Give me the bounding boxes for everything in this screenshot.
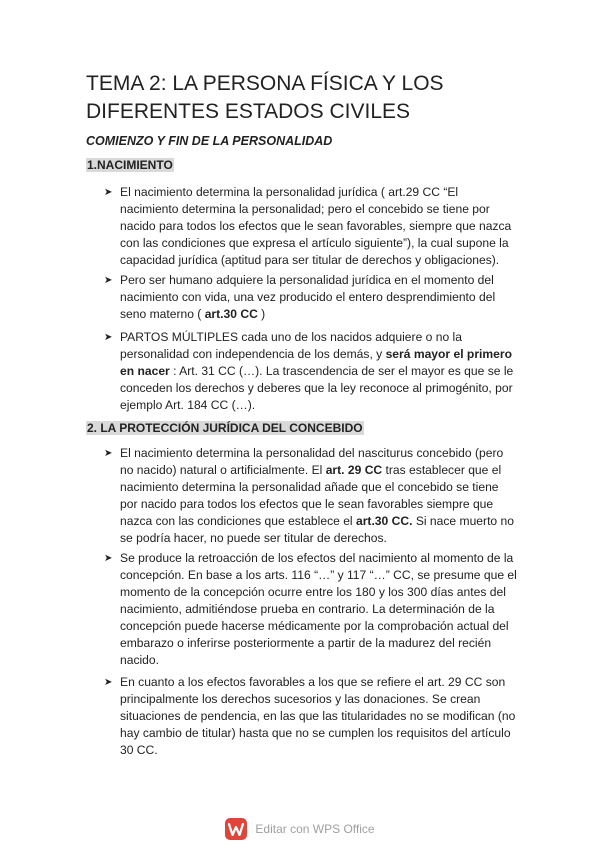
- list-item-text: El nacimiento determina la personalidad del nasciturus concebido (pero no nacido) natural o artificialmente. El art. 29 CC tras establecer que el nacimiento determina la personalidad añade que el concebido se tiene por nacido para todos los efectos que le sean favorables siempre que nazca con las condiciones que establece el art.30 CC. Si nace muerto no se podría hacer, no puede ser titular de derechos.: [120, 446, 514, 545]
- list-item-text: En cuanto a los efectos favorables a los que se refiere el art. 29 CC son principalmente los derechos sucesorios y las donaciones. Se crean situaciones de pendencia, en las que las titularidades no se modifican (no hay cambio de titular) hasta que no se cumplen los requisitos del artículo 30 CC.: [120, 675, 516, 757]
- list-item: [104, 184, 518, 269]
- list-item-text: Se produce la retroacción de los efectos del nacimiento al momento de la concepción. En base a los arts. 116 “…” y 117 “…” CC, se presume que el momento de la concepción ocurre entre los 180 y los 300 días antes del nacimiento, admitiéndose prueba en contrario. La determinación de la concepción puede hacerse médicamente por la comprobación actual del embarazo o inferirse posteriormente a partir de la madurez del recién nacido.: [120, 551, 517, 667]
- arrow-bullet-icon: ➤: [104, 332, 113, 343]
- list-item-text: PARTOS MÚLTIPLES cada uno de los nacidos adquiere o no la personalidad con independencia de los demás, y será mayor el primero en nacer : Art. 31 CC (…). La trascendencia de ser el mayor es que se le conceden los derechos y deberes que la ley reconoce al primogénito, por ejemplo Art. 184 CC (…).: [120, 330, 514, 412]
- wps-edit-footer[interactable]: [0, 818, 600, 840]
- list-item: [104, 445, 518, 547]
- heading-text: 2. LA PROTECCIÓN JURÍDICA DEL CONCEBIDO: [87, 421, 363, 435]
- arrow-bullet-icon: ➤: [104, 448, 113, 459]
- list-item: [104, 272, 518, 323]
- wps-logo-icon[interactable]: [225, 818, 247, 840]
- wps-edit-link[interactable]: Editar con WPS Office: [255, 822, 375, 836]
- list-item: [104, 329, 518, 414]
- arrow-bullet-icon: ➤: [104, 553, 113, 564]
- section-subtitle: COMIENZO Y FIN DE LA PERSONALIDAD: [86, 134, 333, 148]
- section-heading-proteccion: [86, 421, 364, 435]
- arrow-bullet-icon: ➤: [104, 275, 113, 286]
- list-item: [104, 550, 518, 669]
- list-item-text: Pero ser humano adquiere la personalidad jurídica en el momento del nacimiento con vida, una vez producido el entero desprendimiento del seno materno ( art.30 CC ): [120, 273, 496, 321]
- arrow-bullet-icon: ➤: [104, 187, 113, 198]
- heading-text: 1.NACIMIENTO: [87, 158, 173, 172]
- list-item: [104, 674, 518, 759]
- arrow-bullet-icon: ➤: [104, 677, 113, 688]
- section-heading-nacimiento: [86, 158, 174, 172]
- list-item-text: El nacimiento determina la personalidad jurídica ( art.29 CC “El nacimiento determina la personalidad; pero el concebido se tiene por nacido para todos los efectos que le sean favorables, siempre que nazca con las condiciones que expresa el artículo siguiente”), la cual supone la capacidad jurídica (aptitud para ser titular de derechos y obligaciones).: [120, 185, 512, 267]
- page-title: TEMA 2: LA PERSONA FÍSICA Y LOS DIFERENTES ESTADOS CIVILES: [86, 72, 444, 123]
